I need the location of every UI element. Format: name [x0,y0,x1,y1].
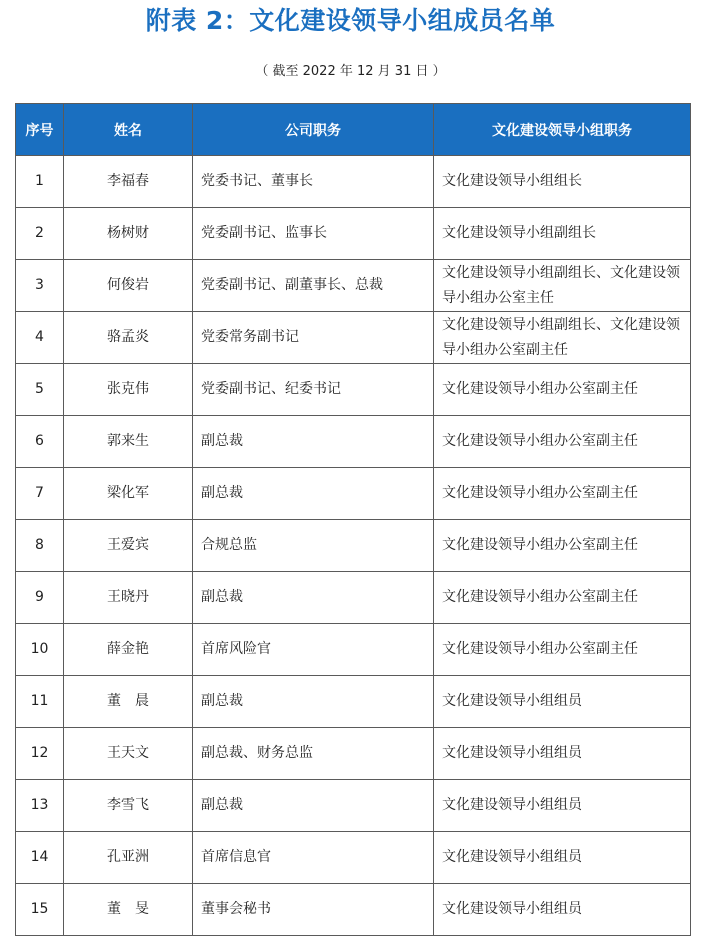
cell-name: 李雪飞 [64,780,193,832]
cell-role: 文化建设领导小组组员 [434,780,691,832]
header-group-role: 文化建设领导小组职务 [434,104,691,156]
cell-position: 党委副书记、纪委书记 [193,364,434,416]
cell-role: 文化建设领导小组办公室副主任 [434,468,691,520]
table-row [16,780,691,832]
cell-name: 孔亚洲 [64,832,193,884]
cell-position: 合规总监 [193,520,434,572]
cell-seq: 5 [16,364,64,416]
cell-name: 王晓丹 [64,572,193,624]
cell-position: 副总裁 [193,780,434,832]
header-company-position: 公司职务 [193,104,434,156]
cell-role: 文化建设领导小组组长 [434,156,691,208]
table-row [16,884,691,936]
cell-role: 文化建设领导小组组员 [434,676,691,728]
cell-seq: 11 [16,676,64,728]
table-row [16,468,691,520]
cell-role: 文化建设领导小组组员 [434,728,691,780]
cell-seq: 1 [16,156,64,208]
header-seq: 序号 [16,104,64,156]
cell-name: 张克伟 [64,364,193,416]
cell-name: 何俊岩 [64,260,193,312]
cell-seq: 7 [16,468,64,520]
cell-position: 副总裁、财务总监 [193,728,434,780]
table-row [16,676,691,728]
table-row [16,156,691,208]
cell-role: 文化建设领导小组副组长、文化建设领导小组办公室主任 [434,260,691,312]
table-row [16,728,691,780]
cell-role: 文化建设领导小组副组长、文化建设领导小组办公室副主任 [434,312,691,364]
cell-position: 党委书记、董事长 [193,156,434,208]
table-row [16,364,691,416]
cell-position: 首席信息官 [193,832,434,884]
cell-name: 董 旻 [64,884,193,936]
table-row [16,572,691,624]
cell-role: 文化建设领导小组组员 [434,832,691,884]
table-row [16,260,691,312]
cell-role: 文化建设领导小组办公室副主任 [434,416,691,468]
cell-seq: 3 [16,260,64,312]
cell-seq: 12 [16,728,64,780]
cell-role: 文化建设领导小组办公室副主任 [434,364,691,416]
cell-name: 李福春 [64,156,193,208]
cell-name: 薛金艳 [64,624,193,676]
cell-position: 董事会秘书 [193,884,434,936]
cell-seq: 6 [16,416,64,468]
cell-name: 郭来生 [64,416,193,468]
table-header-row [16,104,691,156]
cell-seq: 4 [16,312,64,364]
cell-position: 副总裁 [193,468,434,520]
cell-position: 首席风险官 [193,624,434,676]
cell-name: 杨树财 [64,208,193,260]
cell-role: 文化建设领导小组组员 [434,884,691,936]
table-row [16,416,691,468]
cell-name: 王爱宾 [64,520,193,572]
cell-role: 文化建设领导小组办公室副主任 [434,624,691,676]
cell-position: 党委副书记、副董事长、总裁 [193,260,434,312]
cell-position: 党委副书记、监事长 [193,208,434,260]
cell-position: 副总裁 [193,416,434,468]
cell-position: 党委常务副书记 [193,312,434,364]
cell-name: 董 晨 [64,676,193,728]
cell-role: 文化建设领导小组办公室副主任 [434,572,691,624]
cell-seq: 2 [16,208,64,260]
cell-seq: 9 [16,572,64,624]
cell-seq: 10 [16,624,64,676]
date-note: （ 截至 2022 年 12 月 31 日 ） [255,64,446,79]
cell-name: 梁化军 [64,468,193,520]
cell-position: 副总裁 [193,676,434,728]
cell-seq: 15 [16,884,64,936]
cell-role: 文化建设领导小组副组长 [434,208,691,260]
cell-name: 骆孟炎 [64,312,193,364]
cell-seq: 8 [16,520,64,572]
cell-seq: 14 [16,832,64,884]
table-row [16,208,691,260]
members-table [15,103,691,936]
page-title: 附表 2：文化建设领导小组成员名单 [145,6,556,35]
cell-name: 王天文 [64,728,193,780]
cell-seq: 13 [16,780,64,832]
cell-position: 副总裁 [193,572,434,624]
table-row [16,520,691,572]
table-row [16,624,691,676]
table-row [16,832,691,884]
cell-role: 文化建设领导小组办公室副主任 [434,520,691,572]
table-row [16,312,691,364]
header-name: 姓名 [64,104,193,156]
